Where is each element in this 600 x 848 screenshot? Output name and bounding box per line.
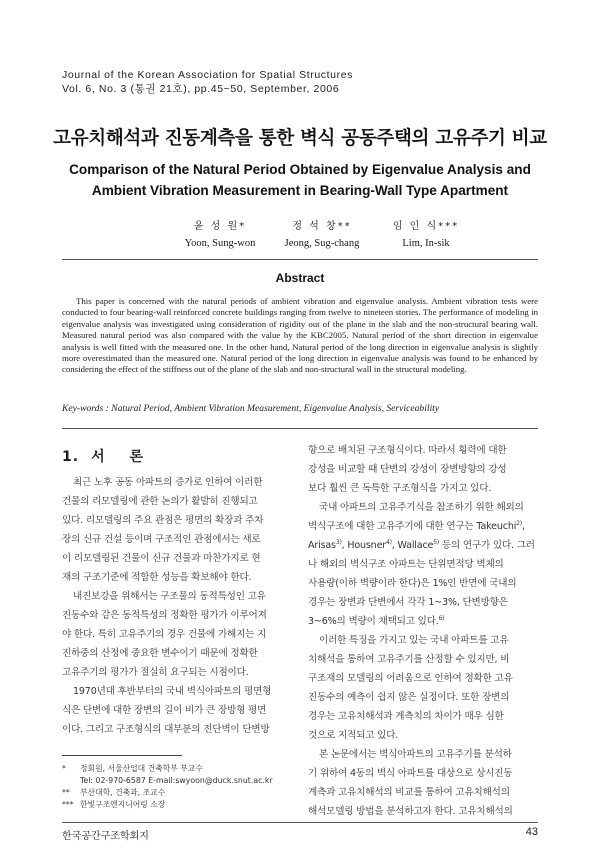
keywords: Key-words : Natural Period, Ambient Vibration Measurement, Eigenvalue Analysis, Serviceability [62,403,440,414]
left-column [62,473,292,739]
author-3-english: Lim, In-sik [402,238,450,249]
text-line: 이러한 특징을 가지고 있는 국내 아파트를 고유 [319,635,509,646]
text-line [308,521,525,532]
citation-ref: 3) [335,538,342,546]
text-line: 보다 훨씬 큰 독특한 구조형식을 가지고 있다. [308,483,492,494]
text-line: 이다. 그리고 구조형식의 대부분의 전단벽이 단변방 [62,724,270,735]
text-line: 최근 노후 공동 아파트의 증가로 인하여 이러한 [73,477,263,488]
footnote-1 [62,763,298,775]
citation-ref: 6) [438,614,445,622]
footnote-text: 한빛구조엔지니어링 소장 [80,800,166,809]
citation-ref: 2) [516,519,522,527]
abstract-top-rule [62,259,538,260]
text-line: 기 위하여 4동의 벽식 아파트를 대상으로 상시진동 [308,768,513,779]
text-segment: , Housner [341,540,387,551]
text-line: 1970년대 후반부터의 국내 벽식아파트의 평면형 [73,686,272,697]
text-line: 본 논문에서는 벽식아파트의 고유주기를 분석하 [319,749,512,760]
text-line: 야 한다. 특히 고유주기의 경우 건물에 가해지는 지 [62,629,267,640]
title-korean: 고유치해석과 진동계측을 통한 벽식 공동주택의 고유주기 비교 [53,128,547,149]
footnote-2 [62,787,298,799]
footnotes [62,763,298,811]
footnote-mark: *** [62,800,74,809]
text-line: 치해석을 통하여 고유주기를 산정할 수 있지만, 비 [308,654,510,665]
text-line: 강성을 비교할 때 단변의 강성이 장변방향의 강성 [308,464,507,475]
paragraph [308,441,538,498]
text-line: 식은 단변에 대한 장변의 길이 비가 큰 장방형 평면 [62,705,267,716]
footnote-mark: * [62,764,66,773]
text-line: 재의 구조기준에 적합한 성능을 확보해야 한다. [62,572,252,583]
text-line: 경우는 고유치해석과 계측치의 차이가 매우 심한 [308,711,504,722]
author-3 [356,218,496,252]
text-line: 향으로 배치된 구조형식이다. 따라서 횡력에 대한 [308,445,507,456]
paragraph [62,682,292,739]
paragraph [308,498,538,631]
page-number: 43 [525,826,538,838]
footnote-text: Tel: 02-970-6587 E-mail:swyoon@duck.snut.ac.kr [80,776,273,785]
text-line: 계측과 고유치해석의 비교를 통하여 고유치해석의 [308,787,510,798]
text-line: 진동수와 같은 동적특성의 정확한 평가가 이루어져 [62,610,267,621]
paragraph [308,631,538,745]
text-line: 진하중의 산정에 중요한 변수이기 때문에 정확한 [62,648,258,659]
abstract-text: This paper is concerned with the natural periods of ambient vibration and eigenvalue analysis. Ambient vibration tests were conducted to four bearing-wall reinforced concrete buildings ranging from twelve to nineteen stories. The performance of modeling in eigenvalue analysis was investigated using consideration of rigidity out of the plane in the slab and the non-structural bearing wall. Measured natural period was also compared with the value by the KBC2005. Natural period of the short direction in eigenvalue analysis is well fitted with the measured one. In the other hand, Natural period of the long direction in eigenvalue analysis is slightly more overestimated than the measured one. Natural period of the long direction in eigenvalue analysis was found to be enhanced by considering the effect of the stiffness out of the plane of the slab and non-structural wall in the structural modeling. [62,296,538,375]
text-line: 것으로 지적되고 있다. [308,730,399,741]
footnote-text: 부산대학, 건축과, 조교수 [80,788,166,797]
author-1-korean: 윤 성 원* [193,221,247,232]
citation-ref: 4) [386,538,392,546]
right-column [308,441,538,821]
citation-ref: 5) [433,538,439,546]
section-number: 1. [62,449,80,465]
text-line [308,540,535,551]
abstract-bottom-rule [62,428,538,429]
journal-header [62,68,542,96]
paragraph [62,473,292,587]
text-line: 이 리모델링된 건물이 신규 건물과 마찬가지로 현 [62,553,261,564]
author-3-korean: 임 인 식*** [392,221,460,232]
text-line: 국내 아파트의 고유주기식을 참조하기 위한 해외의 [319,502,524,513]
title-english-line-1: Comparison of the Natural Period Obtained by Eigenvalue Analysis and [69,162,531,177]
text-line: 있다. 리모델링의 주요 관점은 평면의 확장과 주차 [62,515,264,526]
text-segment: 벽식구조에 대한 고유주기에 대한 연구는 Takeuchi [308,521,517,532]
page-footer-rule [62,822,538,823]
title-english-line-2: Ambient Vibration Measurement in Bearing-Wall Type Apartment [91,183,509,198]
footnote-text: 정회원, 서울산업대 건축학부 부교수 [80,764,203,773]
text-line: 장의 신규 건설 등이며 구조적인 관점에서는 새로 [62,534,261,545]
footnote-3 [62,799,298,811]
section-heading [62,446,153,466]
title-english [40,159,560,201]
text-line: 사용량(이하 벽량이라 한다)은 1%인 반면에 국내의 [308,578,517,589]
text-line: 나 해외의 벽식구조 아파트는 단위면적당 벽체의 [308,559,504,570]
author-2-english: Jeong, Sug-chang [284,238,360,249]
abstract-heading: Abstract [275,271,325,285]
text-segment: Arisas [308,540,336,551]
paragraph [308,745,538,821]
footnote-mark: ** [62,788,70,797]
text-segment: 등의 연구가 있다. 그러 [438,540,535,551]
text-segment: 3~6%의 벽량이 채택되고 있다. [308,616,439,627]
journal-issue: Vol. 6, No. 3 (통권 21호), pp.45~50, September, 2006 [62,83,340,95]
footnote-rule [62,755,182,756]
section-title: 서 론 [91,449,153,465]
text-line: 구조재의 모델링의 어려움으로 인하여 정확한 고유 [308,673,513,684]
journal-name: Journal of the Korean Association for Spatial Structures [62,69,353,81]
paragraph [62,587,292,682]
text-line: 고유주기의 평가가 절실히 요구되는 시점이다. [62,667,249,678]
text-line: 내진보강을 위해서는 구조물의 동적특성인 고유 [73,591,266,602]
text-segment: , Wallace [391,540,434,551]
text-line: 경우는 장변과 단변에서 각각 1~3%, 단변방향은 [308,597,508,608]
author-1-english: Yoon, Sung-won [184,238,256,249]
text-line [308,616,444,627]
text-line: 건물의 리모델링에 관한 논의가 활발히 진행되고 [62,496,258,507]
text-line: 해석모델링 방법을 분석하고자 한다. 고유치해석의 [308,806,513,817]
text-segment: , [521,521,525,532]
footer-journal-name: 한국공간구조학회지 [62,831,149,842]
footnote-1-contact [62,775,298,787]
author-2-korean: 정 석 창** [292,221,352,232]
text-line: 진동수의 예측이 쉽지 않은 실정이다. 또한 장변의 [308,692,510,703]
